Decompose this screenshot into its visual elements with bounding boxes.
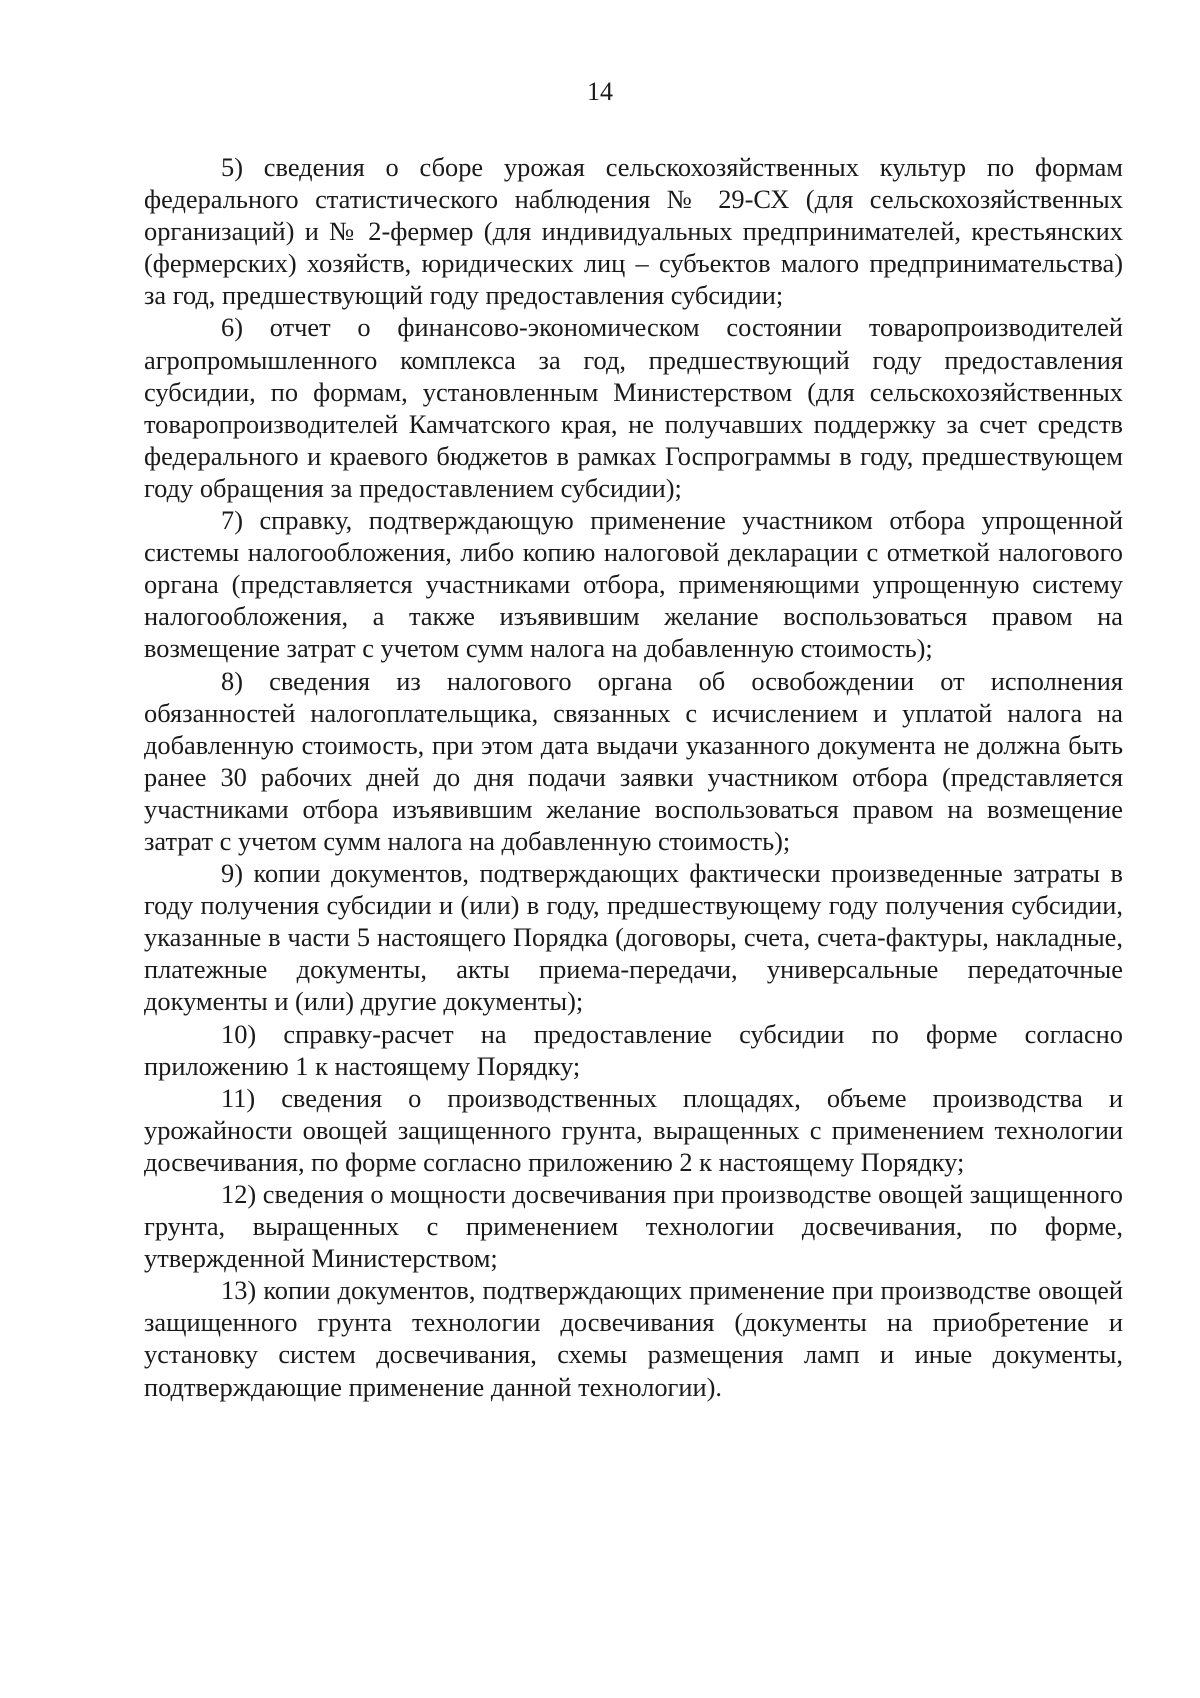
page-number: 14 — [587, 77, 613, 106]
list-item-10: 10) справку-расчет на предоставление субсидии по форме согласно приложению 1 к настоящему Порядку; — [144, 1018, 1123, 1081]
document-body — [144, 151, 1123, 1403]
list-item-11: 11) сведения о производственных площадях, объеме производства и урожайности овощей защищенного грунта, выращенных с применением технологии досвечивания, по форме согласно приложению 2 к настоящему Порядку; — [144, 1082, 1123, 1177]
list-item-12: 12) сведения о мощности досвечивания при производстве овощей защищенного грунта, выращенных с применением технологии досвечивания, по форме, утвержденной Министерством; — [144, 1179, 1123, 1274]
list-item-13: 13) копии документов, подтверждающих применение при производстве овощей защищенного грунта технологии досвечивания (документы на приобретение и установку систем досвечивания, схемы размещения ламп и иные документы, подтверждающие применение данной технологии). — [144, 1275, 1123, 1402]
list-item-8: 8) сведения из налогового органа об освобождении от исполнения обязанностей налогоплательщика, связанных с исчислением и уплатой налога на добавленную стоимость, при этом дата выдачи указанного документа не должна быть ранее 30 рабочих дней до дня подачи заявки участником отбора (представляется участниками отбора изъявившим желание воспользоваться правом на возмещение затрат с учетом сумм налога на добавленную стоимость); — [144, 665, 1123, 856]
list-item-6: 6) отчет о финансово-экономическом состоянии товаропроизводителей агропромышленного комплекса за год, предшествующий году предоставления субсидии, по формам, установленным Министерством (для сельскохозяйственных товаропроизводителей Камчатского края, не получавших поддержку за счет средств федерального и краевого бюджетов в рамках Госпрограммы в году, предшествующем году обращения за предоставлением субсидии); — [144, 312, 1123, 503]
list-item-9: 9) копии документов, подтверждающих фактически произведенные затраты в году получения субсидии и (или) в году, предшествующему году получения субсидии, указанные в части 5 настоящего Порядка (договоры, счета, счета-фактуры, накладные, платежные документы, акты приема-передачи, универсальные передаточные документы и (или) другие документы); — [144, 858, 1123, 1017]
list-item-5: 5) сведения о сборе урожая сельскохозяйственных культур по формам федерального статистического наблюдения № 29-СХ (для сельскохозяйственных организаций) и № 2-фермер (для индивидуальных предпринимателей, крестьянских (фермерских) хозяйств, юридических лиц – субъектов малого предпринимательства) за год, предшествующий году предоставления субсидии; — [144, 152, 1123, 311]
list-item-7: 7) справку, подтверждающую применение участником отбора упрощенной системы налогообложения, либо копию налоговой декларации с отметкой налогового органа (представляется участниками отбора, применяющими упрощенную систему налогообложения, а также изъявившим желание воспользоваться правом на возмещение затрат с учетом сумм налога на добавленную стоимость); — [144, 505, 1123, 664]
